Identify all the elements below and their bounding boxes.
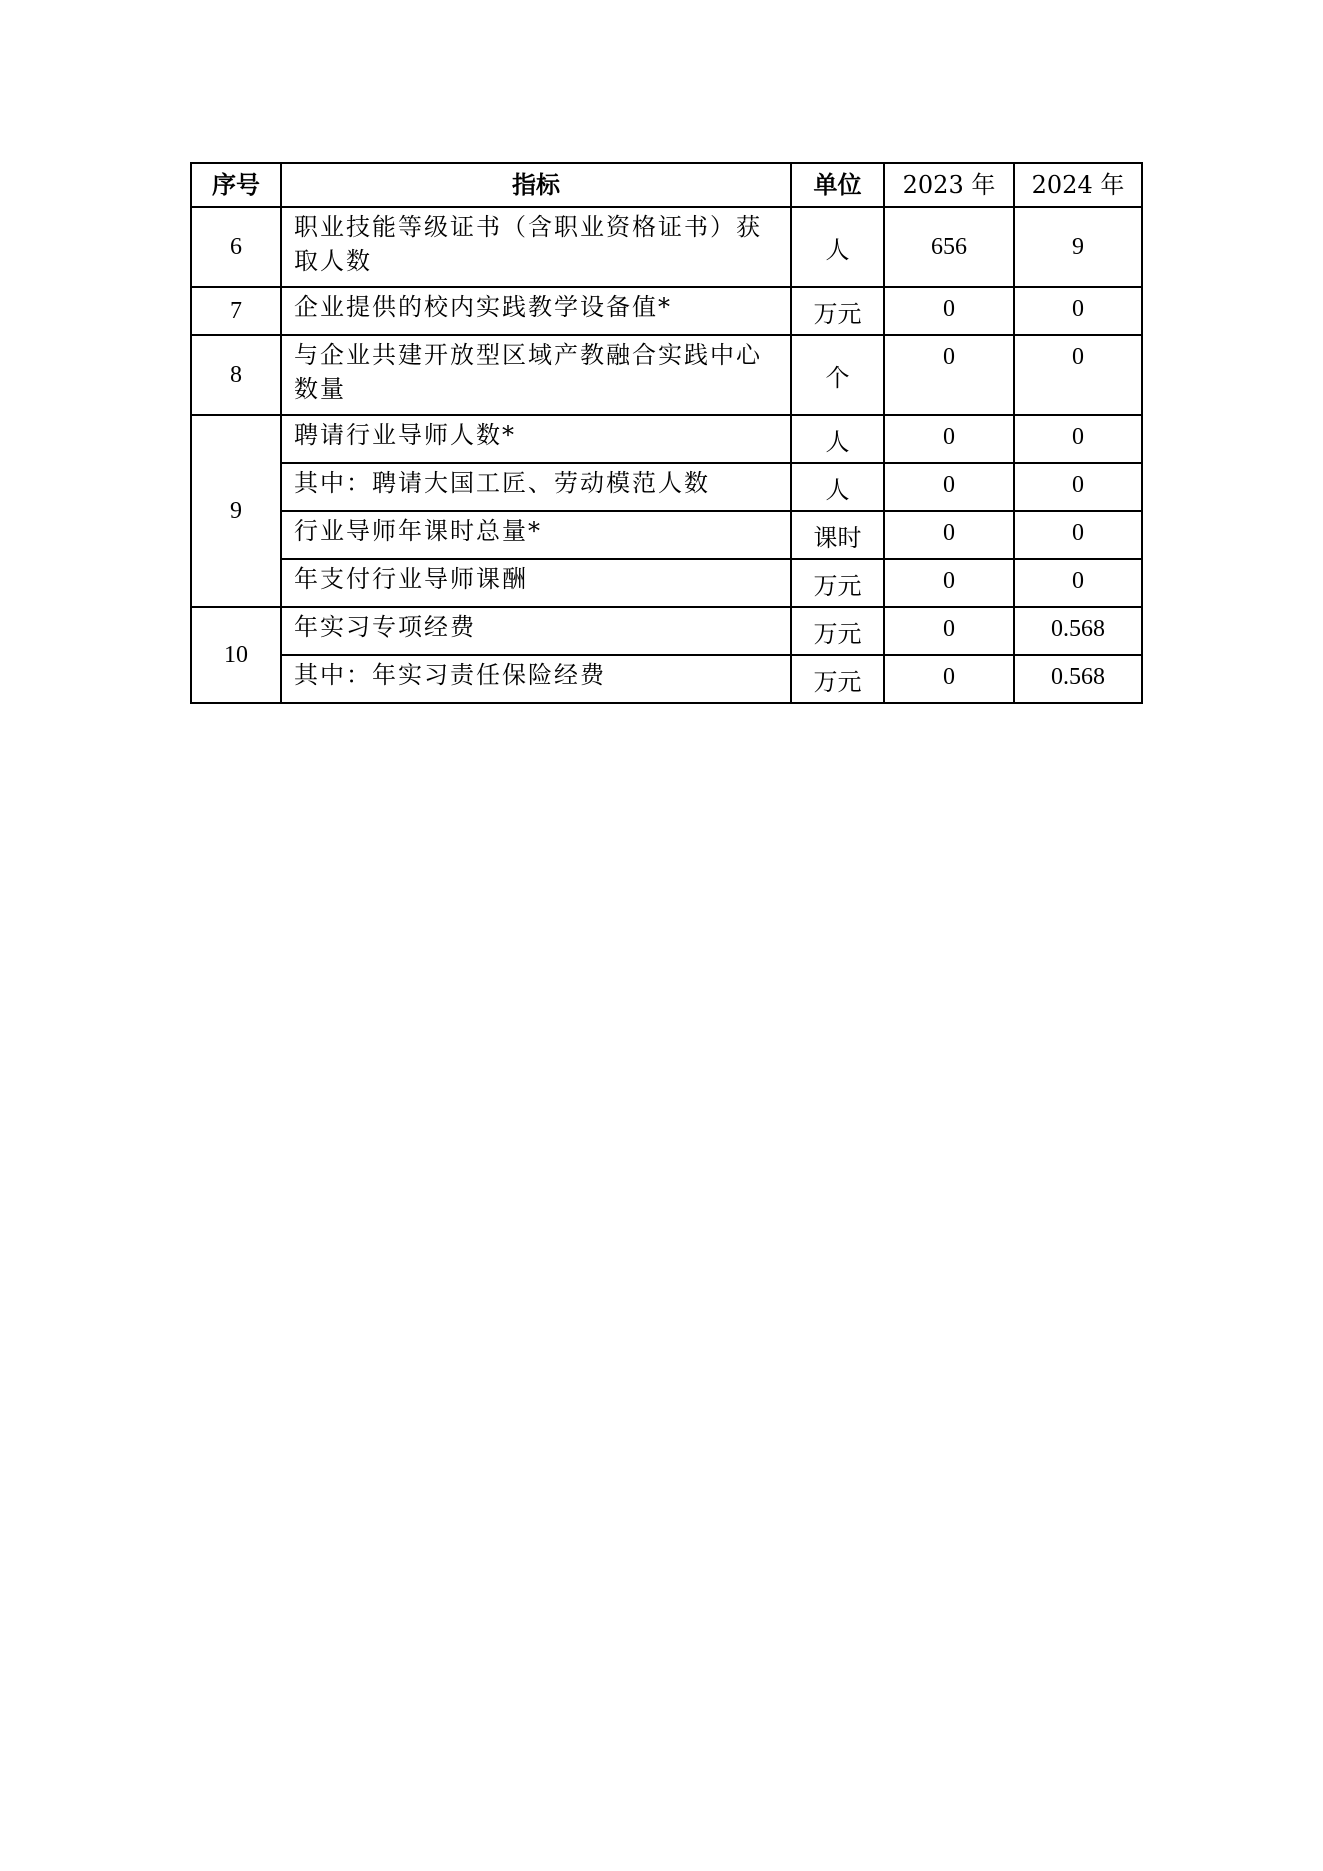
- header-2024: 2024 年: [1014, 163, 1142, 207]
- row-value-2024: 9: [1014, 207, 1142, 287]
- table-row: [191, 463, 1142, 511]
- table-row: [191, 655, 1142, 703]
- row-unit: 人: [791, 207, 884, 287]
- row-unit: 个: [791, 335, 884, 415]
- row-unit: 万元: [791, 559, 884, 607]
- table-row: [191, 415, 1142, 463]
- row-indicator: 年实习专项经费: [281, 607, 791, 655]
- row-value-2023: 0: [884, 415, 1014, 463]
- table-row: [191, 335, 1142, 415]
- row-value-2023: 0: [884, 655, 1014, 703]
- row-unit: 课时: [791, 511, 884, 559]
- table-row: [191, 207, 1142, 287]
- row-seq: 6: [191, 207, 281, 287]
- row-indicator: 聘请行业导师人数*: [281, 415, 791, 463]
- header-indicator: 指标: [281, 163, 791, 207]
- table-row: [191, 559, 1142, 607]
- row-value-2023: 0: [884, 335, 1014, 415]
- row-indicator: 其中：年实习责任保险经费: [281, 655, 791, 703]
- row-value-2024: 0: [1014, 559, 1142, 607]
- row-seq: 10: [191, 607, 281, 703]
- row-value-2024: 0: [1014, 415, 1142, 463]
- row-unit: 人: [791, 463, 884, 511]
- row-indicator: 职业技能等级证书（含职业资格证书）获取人数: [281, 207, 791, 287]
- row-value-2024: 0: [1014, 511, 1142, 559]
- header-seq: 序号: [191, 163, 281, 207]
- table-header-row: [191, 163, 1142, 207]
- row-indicator: 年支付行业导师课酬: [281, 559, 791, 607]
- row-seq: 8: [191, 335, 281, 415]
- row-indicator: 与企业共建开放型区域产教融合实践中心数量: [281, 335, 791, 415]
- row-value-2023: 0: [884, 559, 1014, 607]
- row-unit: 人: [791, 415, 884, 463]
- row-seq: 9: [191, 415, 281, 607]
- table-row: [191, 607, 1142, 655]
- row-value-2024: 0.568: [1014, 655, 1142, 703]
- row-unit: 万元: [791, 607, 884, 655]
- header-unit: 单位: [791, 163, 884, 207]
- row-value-2024: 0: [1014, 335, 1142, 415]
- row-indicator: 其中：聘请大国工匠、劳动模范人数: [281, 463, 791, 511]
- row-value-2024: 0.568: [1014, 607, 1142, 655]
- row-indicator: 行业导师年课时总量*: [281, 511, 791, 559]
- row-unit: 万元: [791, 287, 884, 335]
- row-value-2024: 0: [1014, 287, 1142, 335]
- table-row: [191, 287, 1142, 335]
- row-seq: 7: [191, 287, 281, 335]
- data-table: [190, 162, 1143, 704]
- row-unit: 万元: [791, 655, 884, 703]
- row-value-2023: 656: [884, 207, 1014, 287]
- row-value-2023: 0: [884, 287, 1014, 335]
- header-2023: 2023 年: [884, 163, 1014, 207]
- row-value-2023: 0: [884, 607, 1014, 655]
- row-indicator: 企业提供的校内实践教学设备值*: [281, 287, 791, 335]
- table-row: [191, 511, 1142, 559]
- row-value-2024: 0: [1014, 463, 1142, 511]
- row-value-2023: 0: [884, 463, 1014, 511]
- row-value-2023: 0: [884, 511, 1014, 559]
